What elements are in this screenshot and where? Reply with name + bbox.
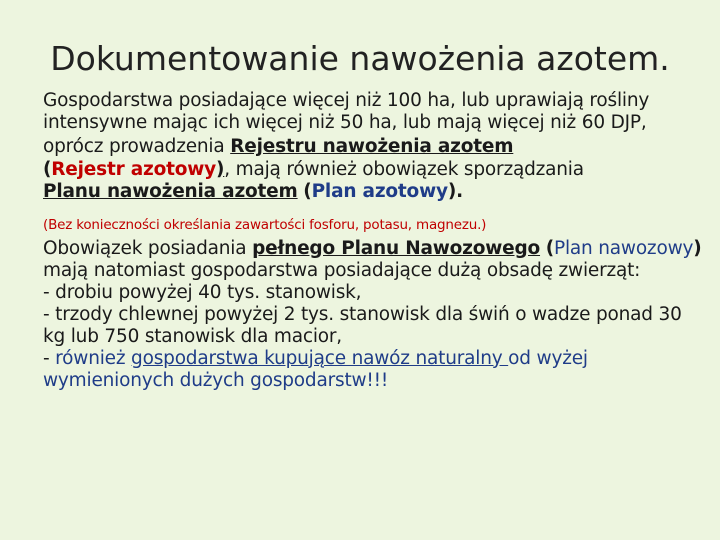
line-3 [43,181,703,204]
intro-line [43,238,703,282]
note-text: (Bez konieczności określania zawartości fosforu, potasu, magnezu.) [43,216,487,233]
paragraph-fertilizer-plan [43,238,703,392]
slide-body [43,90,703,392]
also-word: również [55,347,132,369]
open-paren: ( [545,237,554,259]
fertilizer-plan-short-name: Plan nawozowy [553,237,694,259]
list-item [43,348,703,392]
paragraph-eligibility: Gospodarstwa posiadające więcej niż 100 ha, lub uprawiają rośliny intensywne mając ich więcej niż 50 ha, lub mają więcej niż 60 DJP, [43,90,650,133]
plan-term: Planu nawożenia azotem [43,181,298,202]
paragraph-nitrogen-plan [43,136,703,204]
register-term: Rejestru nawożenia azotem [230,136,514,157]
full-plan-term: pełnego Planu Nawozowego [252,237,541,259]
register-short-name: Rejestr azotowy [51,158,217,180]
slide-title: Dokumentowanie nawożenia azotem. [50,39,670,78]
line-2 [43,159,703,182]
plan-short-name: Plan azotowy [311,181,448,202]
text-prefix: Obowiązek posiadania [43,237,253,259]
close-paren: ) [693,237,702,259]
list-item: - trzody chlewnej powyżej 2 tys. stanowisk dla świń o wadze ponad 30 kg lub 750 stanowisk dla macior, [43,303,682,347]
text-rest: od wyżej wymienionych dużych gospodarstw!!! [43,347,588,391]
list-item: - drobiu powyżej 40 tys. stanowisk, [43,281,362,303]
open-paren: ( [303,181,312,202]
bullet-dash: - [43,347,56,369]
open-paren: ( [43,158,52,180]
close-paren: ). [447,181,463,202]
text-rest: , mają również obowiązek sporządzania [224,158,584,180]
line-1 [43,136,703,159]
buyers-term: gospodarstwa kupujące nawóz naturalny [131,347,509,369]
close-paren: ) [216,158,225,180]
text-prefix: oprócz prowadzenia [43,136,231,157]
text-rest: mają natomiast gospodarstwa posiadające dużą obsadę zwierząt: [43,259,641,281]
